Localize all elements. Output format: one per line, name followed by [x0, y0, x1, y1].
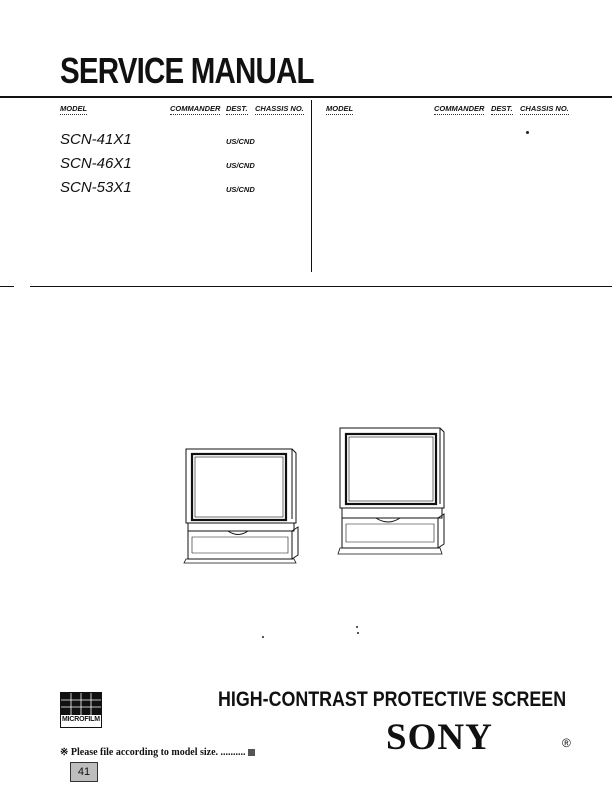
filing-note — [60, 747, 255, 758]
model-name: SCN-41X1 — [60, 131, 132, 148]
brand-logo: SONY — [386, 717, 493, 758]
model-dest: US/CND — [226, 137, 255, 146]
projection-tv-small-illustration — [180, 445, 302, 565]
header-dest-left: DEST. — [226, 104, 248, 113]
speck — [356, 626, 358, 628]
model-dest: US/CND — [226, 161, 255, 170]
middle-rule — [30, 286, 612, 287]
registered-mark: ® — [562, 736, 571, 750]
product-title: HIGH-CONTRAST PROTECTIVE SCREEN — [218, 688, 567, 711]
microfilm-logo — [60, 692, 102, 728]
square-mark-icon — [248, 749, 255, 756]
model-name: SCN-53X1 — [60, 179, 132, 196]
speck — [357, 632, 359, 634]
header-model-left: MODEL — [60, 104, 88, 113]
speck — [262, 636, 264, 638]
filing-note-text: ※ Please file according to model size. .......... — [60, 747, 246, 758]
header-model-right: MODEL — [326, 104, 354, 113]
model-dest: US/CND — [226, 185, 255, 194]
model-name: SCN-46X1 — [60, 155, 132, 172]
header-chassis-right: CHASSIS NO. — [520, 104, 569, 113]
header-commander-right: COMMANDER — [434, 104, 485, 113]
left-rule-tick — [0, 286, 14, 287]
page-title: SERVICE MANUAL — [60, 50, 314, 91]
microfilm-grid-icon — [61, 693, 101, 715]
header-chassis-left: CHASSIS NO. — [255, 104, 304, 113]
page-number: 41 — [70, 762, 98, 782]
top-rule — [0, 96, 612, 98]
projection-tv-large-illustration — [336, 424, 448, 560]
speck — [526, 131, 529, 134]
header-commander-left: COMMANDER — [170, 104, 221, 113]
header-dest-right: DEST. — [491, 104, 513, 113]
column-divider — [311, 100, 312, 272]
microfilm-label: MICROFILM — [62, 716, 100, 723]
